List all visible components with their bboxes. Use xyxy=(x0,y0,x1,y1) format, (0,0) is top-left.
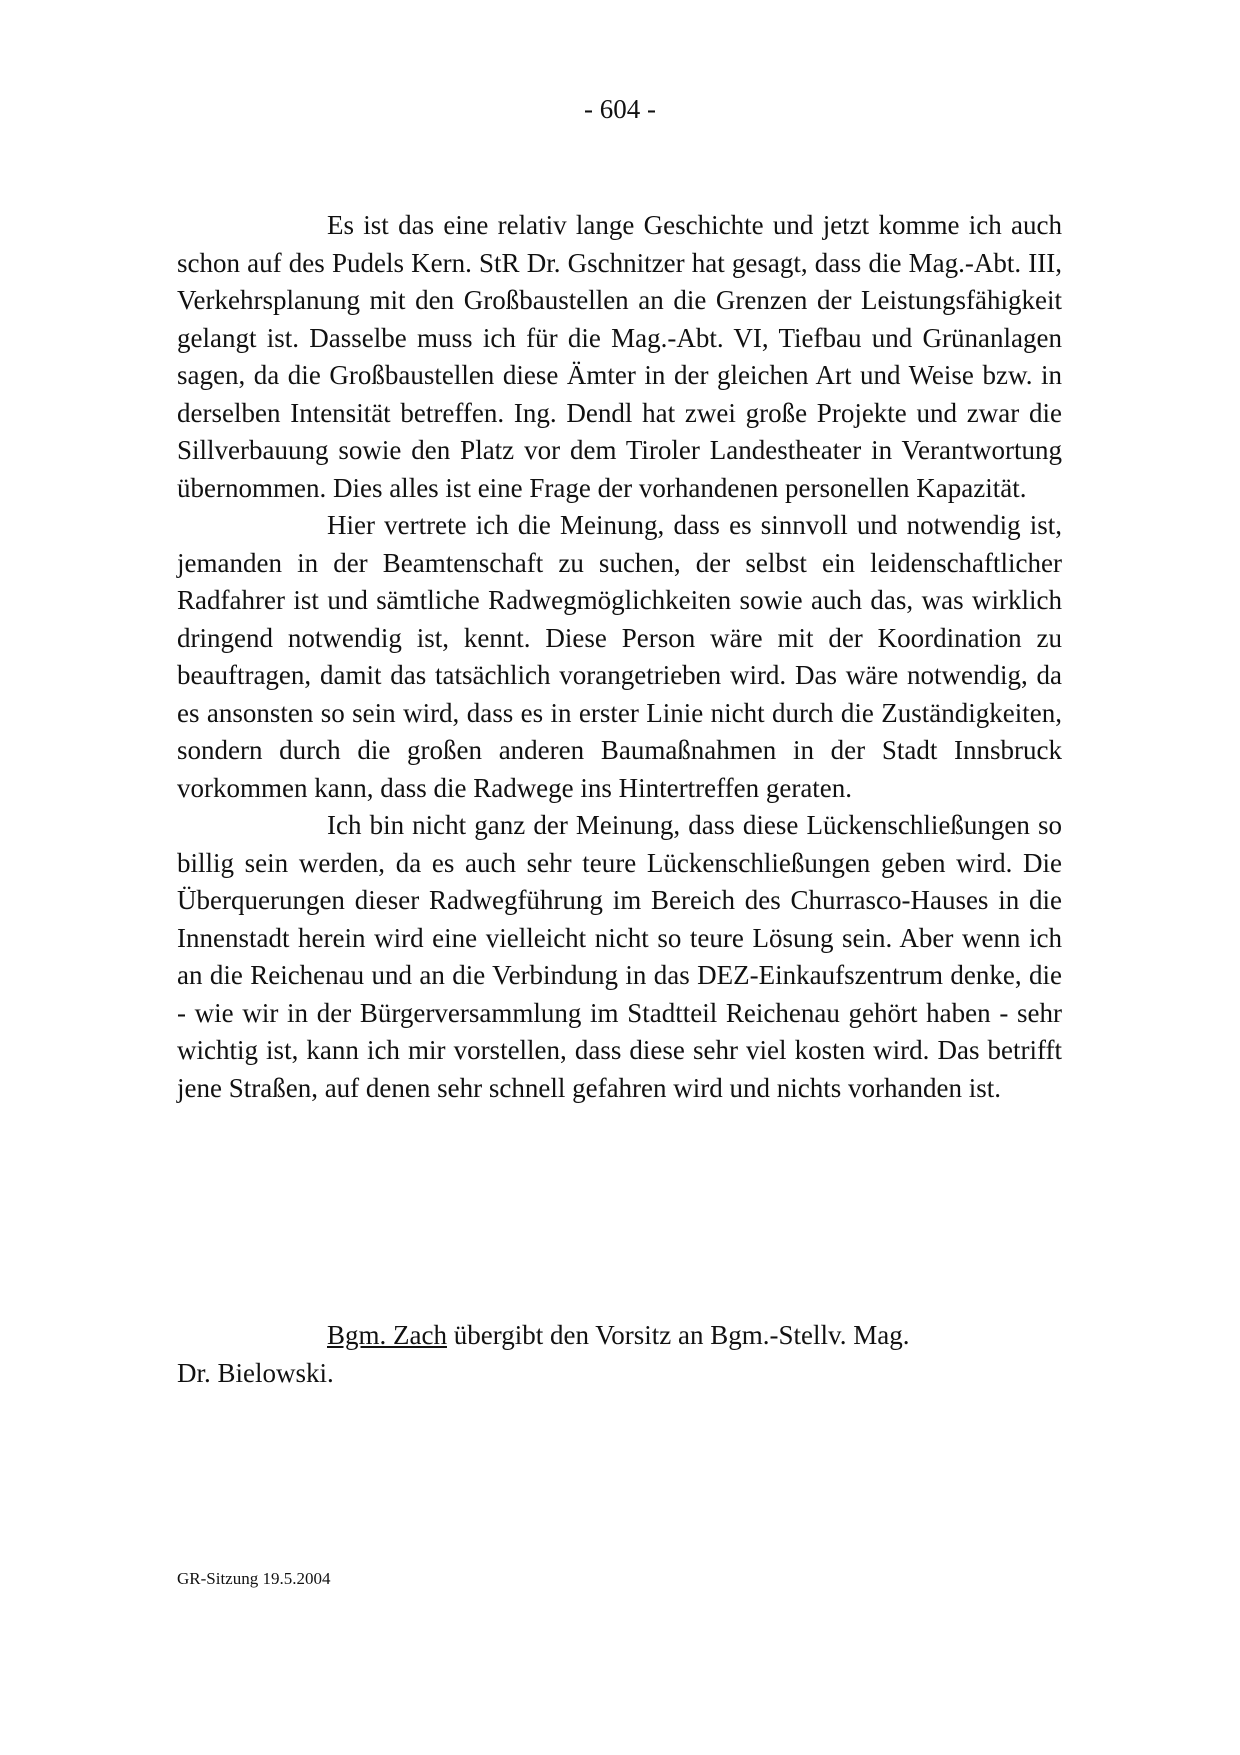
body-text xyxy=(177,207,1062,1107)
speaker-name: Bgm. Zach xyxy=(327,1320,447,1350)
paragraph: Ich bin nicht ganz der Meinung, dass diese Lückenschließungen so billig sein werden, da es auch sehr teure Lückenschließungen geben wird. Die Überquerungen dieser Radwegführung im Bereich des Churrasco-Hauses in die Innenstadt herein wird eine vielleicht nicht so teure Lösung sein. Aber wenn ich an die Reichenau und an die Verbindung in das DEZ-Einkaufszentrum denke, die - wie wir in der Bürgerversammlung im Stadtteil Reichenau gehört haben - sehr wichtig ist, kann ich mir vorstellen, dass diese sehr viel kosten wird. Das betrifft jene Straßen, auf denen sehr schnell gefahren wird und nichts vorhanden ist. xyxy=(177,810,1062,1103)
handover-line xyxy=(177,1317,1062,1355)
page-number: - 604 - xyxy=(584,94,656,124)
footer-session-date: GR-Sitzung 19.5.2004 xyxy=(177,1569,331,1588)
handover-continuation: Dr. Bielowski. xyxy=(177,1357,334,1388)
chair-handover-note xyxy=(177,1317,1062,1392)
handover-text: übergibt den Vorsitz an Bgm.-Stellv. Mag. xyxy=(446,1320,910,1350)
paragraph: Es ist das eine relativ lange Geschichte und jetzt komme ich auch schon auf des Pudels Kern. StR Dr. Gschnitzer hat gesagt, dass die Mag.-Abt. III, Verkehrsplanung mit den Großbaustellen an die Grenzen der Leistungsfähigkeit gelangt ist. Dasselbe muss ich für die Mag.-Abt. VI, Tiefbau und Grünanlagen sagen, da die Großbaustellen diese Ämter in der gleichen Art und Weise bzw. in derselben Intensität betreffen. Ing. Dendl hat zwei große Projekte und zwar die Sillverbauung sowie den Platz vor dem Tiroler Landestheater in Verantwortung übernommen. Dies alles ist eine Frage der vorhandenen personellen Kapazität. xyxy=(177,210,1062,503)
paragraph: Hier vertrete ich die Meinung, dass es sinnvoll und notwendig ist, jemanden in der Beamtenschaft zu suchen, der selbst ein leidenschaftlicher Radfahrer ist und sämtliche Radwegmöglichkeiten sowie auch das, was wirklich dringend notwendig ist, kennt. Diese Person wäre mit der Koordination zu beauftragen, damit das tatsächlich vorangetrieben wird. Das wäre notwendig, da es ansonsten so sein wird, dass es in erster Linie nicht durch die Zuständigkeiten, sondern durch die großen anderen Baumaßnahmen in der Stadt Innsbruck vorkommen kann, dass die Radwege ins Hintertreffen geraten. xyxy=(177,510,1062,803)
